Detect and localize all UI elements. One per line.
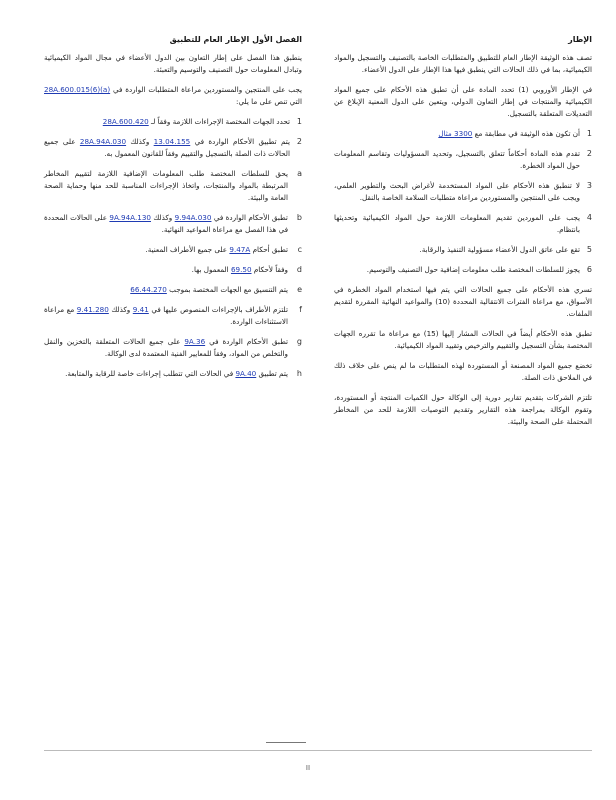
item-text: لا تنطبق هذه الأحكام على المواد المستخدمة لأغراض البحث والتطوير العلمي، ويجب على المنتجين والمستوردين مراعاة متطلبات السلامة الخاصة بالنقل. xyxy=(334,181,580,202)
law-reference-link[interactable]: 13.04.155 xyxy=(153,137,191,146)
item-letter: h xyxy=(296,369,302,378)
lettered-item xyxy=(44,264,302,276)
lettered-item xyxy=(44,304,302,328)
item-text: مع مراعاة الاستثناءات الواردة. xyxy=(44,305,288,326)
item-letter: g xyxy=(296,337,302,346)
paragraph: في الإطار الأوروبي (1) تحدد المادة على أن تطبق هذه الأحكام على جميع المواد الكيميائية والمنتجات في إطار التعاون الدولي، ويتعين على الدول المعنية الإبلاغ عن التعديلات المتعلقة بالتسجيل. xyxy=(334,85,592,118)
lettered-item xyxy=(44,336,302,360)
item-text: يجب على الموردين تقديم المعلومات اللازمة حول المواد الكيميائية وتحديثها بانتظام. xyxy=(334,213,580,234)
item-text: تطبق الأحكام الواردة في xyxy=(209,337,289,346)
lettered-item xyxy=(44,244,302,256)
law-reference-link[interactable]: 28A.600.420 xyxy=(102,117,149,126)
numbered-item xyxy=(334,128,592,140)
law-reference-link[interactable]: 9.47A xyxy=(229,245,251,254)
paragraph: تصف هذه الوثيقة الإطار العام للتطبيق والمتطلبات الخاصة بالتصنيف والتسجيل والمواد الكيميائية، بما في ذلك الحالات التي ينطبق فيها هذا الإطار على الدول الأعضاء. xyxy=(334,53,592,74)
item-text: يتم تطبيق الأحكام الواردة في xyxy=(194,137,290,146)
item-letter: a xyxy=(297,169,302,178)
item-text: يتم التنسيق مع الجهات المختصة بموجب xyxy=(169,285,288,294)
item-number: 4 xyxy=(586,213,592,222)
item-text: وكذلك xyxy=(153,213,173,222)
item-text: يحق للسلطات المختصة طلب المعلومات الإضافية اللازمة لتقييم المخاطر المرتبطة بالمواد والمنتجات، واتخاذ الإجراءات المناسبة للحد منها وحماية الصحة العامة والبيئة. xyxy=(44,169,288,202)
lettered-item xyxy=(44,284,302,296)
lettered-item xyxy=(44,212,302,236)
law-reference-link[interactable]: 9.41.280 xyxy=(76,305,109,314)
item-text: تحدد الجهات المختصة الإجراءات اللازمة وفقاً لـ xyxy=(151,117,290,126)
numbered-item xyxy=(334,264,592,276)
item-text: يجوز للسلطات المختصة طلب معلومات إضافية حول التصنيف والتوسيم. xyxy=(366,265,580,274)
item-text: تطبق الأحكام الواردة في xyxy=(213,213,288,222)
item-letter: b xyxy=(296,213,302,222)
item-text: يتم تطبيق xyxy=(258,369,288,378)
item-text: على جميع الحالات ذات الصلة بالتسجيل والتقييم وفقاً للقانون المعمول به. xyxy=(44,137,290,158)
item-text: على الحالات المحددة في هذا الفصل مع مراعاة المواعيد النهائية. xyxy=(44,213,288,234)
item-letter: f xyxy=(299,305,302,314)
left-column-heading: الفصل الأول الإطار العام للتطبيق xyxy=(169,35,302,44)
paragraph: ينطبق هذا الفصل على إطار التعاون بين الدول الأعضاء في مجال المواد الكيميائية وتبادل المعلومات حول التصنيف والتوسيم والتعبئة. xyxy=(44,53,302,74)
item-number: 1 xyxy=(586,129,592,138)
law-reference-link[interactable]: 28A.94A.030 xyxy=(79,137,127,146)
item-number: 3 xyxy=(586,181,592,190)
numbered-item xyxy=(334,148,592,172)
item-text: تقع على عاتق الدول الأعضاء مسؤولية التنفيذ والرقابة. xyxy=(419,245,580,254)
page-number: II xyxy=(305,764,311,772)
right-column-heading: الإطار xyxy=(568,35,592,44)
paragraph xyxy=(44,84,302,108)
item-number: 2 xyxy=(586,149,592,158)
law-reference-link[interactable]: 9A.94A.130 xyxy=(109,213,151,222)
paragraph: تسري هذه الأحكام على جميع الحالات التي يتم فيها استخدام المواد الخطرة في الأسواق، مع مراعاة الفترات الانتقالية المحددة (10) والمواعيد النهائية المقررة لتقديم الملفات. xyxy=(334,285,593,318)
item-number: 2 xyxy=(296,137,302,146)
item-text: وكذلك xyxy=(130,137,150,146)
left-column xyxy=(44,34,302,388)
footer-divider xyxy=(44,750,592,751)
law-reference-link[interactable]: 9A.40 xyxy=(235,369,257,378)
numbered-item xyxy=(44,116,302,128)
lettered-item xyxy=(44,168,302,204)
item-text: أن تكون هذه الوثيقة في مطابقة مع xyxy=(474,129,580,138)
law-reference-link[interactable]: 3300 مثال xyxy=(438,129,473,138)
item-text: في الحالات التي تتطلب إجراءات خاصة للرقابة والمتابعة. xyxy=(65,369,234,378)
item-text: على جميع الأطراف المعنية. xyxy=(145,245,228,254)
item-number: 5 xyxy=(586,245,592,254)
law-reference-link[interactable]: 9.41 xyxy=(132,305,149,314)
item-text: المعمول بها. xyxy=(191,265,229,274)
item-number: 1 xyxy=(296,117,302,126)
item-text: وكذلك xyxy=(111,305,131,314)
numbered-item xyxy=(44,136,302,160)
paragraph: تخضع جميع المواد المصنعة أو المستوردة لهذه المتطلبات ما لم ينص على خلاف ذلك في الملاحق ذات الصلة. xyxy=(334,361,592,382)
item-text: على جميع الحالات المتعلقة بالتخزين والنقل والتخلص من المواد، وفقاً للمعايير الفنية المعتمدة لدى الوكالة. xyxy=(44,337,288,358)
right-column xyxy=(334,34,592,436)
law-reference-link[interactable]: 9.94A.030 xyxy=(174,213,212,222)
item-letter: d xyxy=(296,265,302,274)
footnote-divider xyxy=(266,742,306,743)
item-letter: c xyxy=(297,245,302,254)
law-reference-link[interactable]: 66.44.270 xyxy=(130,285,167,294)
numbered-item xyxy=(334,212,592,236)
law-reference-link[interactable]: 28A.600.015(6)(a) xyxy=(44,85,111,94)
law-reference-link[interactable]: 9A.36 xyxy=(184,337,206,346)
item-number: 6 xyxy=(586,265,592,274)
paragraph: تطبق هذه الأحكام أيضاً في الحالات المشار إليها (15) مع مراعاة ما تقرره الجهات المختصة بشأن التسجيل والتقييم والترخيص وتقييد المواد الكيميائية. xyxy=(334,329,593,350)
lettered-item xyxy=(44,368,302,380)
paragraph: تلتزم الشركات بتقديم تقارير دورية إلى الوكالة حول الكميات المنتجة أو المستوردة، وتقوم الوكالة بمراجعة هذه التقارير وتقديم التوصيات اللازمة للحد من المخاطر المحتملة على الصحة والبيئة. xyxy=(334,393,592,426)
item-text: تقدم هذه المادة أحكاماً تتعلق بالتسجيل، وتحديد المسؤوليات وتقاسم المعلومات حول المواد الخطرة. xyxy=(334,149,580,170)
item-text: تلتزم الأطراف بالإجراءات المنصوص عليها في xyxy=(151,305,288,314)
item-text: تطبق أحكام xyxy=(252,245,288,254)
paragraph-text: التي تنص على ما يلي: xyxy=(236,97,302,106)
item-letter: e xyxy=(297,285,302,294)
numbered-item xyxy=(334,244,592,256)
numbered-item xyxy=(334,180,592,204)
paragraph-text: يجب على المنتجين والمستوردين مراعاة المتطلبات الواردة في xyxy=(112,85,302,94)
law-reference-link[interactable]: 69.50 xyxy=(230,265,252,274)
item-text: وفقاً لأحكام xyxy=(253,265,288,274)
